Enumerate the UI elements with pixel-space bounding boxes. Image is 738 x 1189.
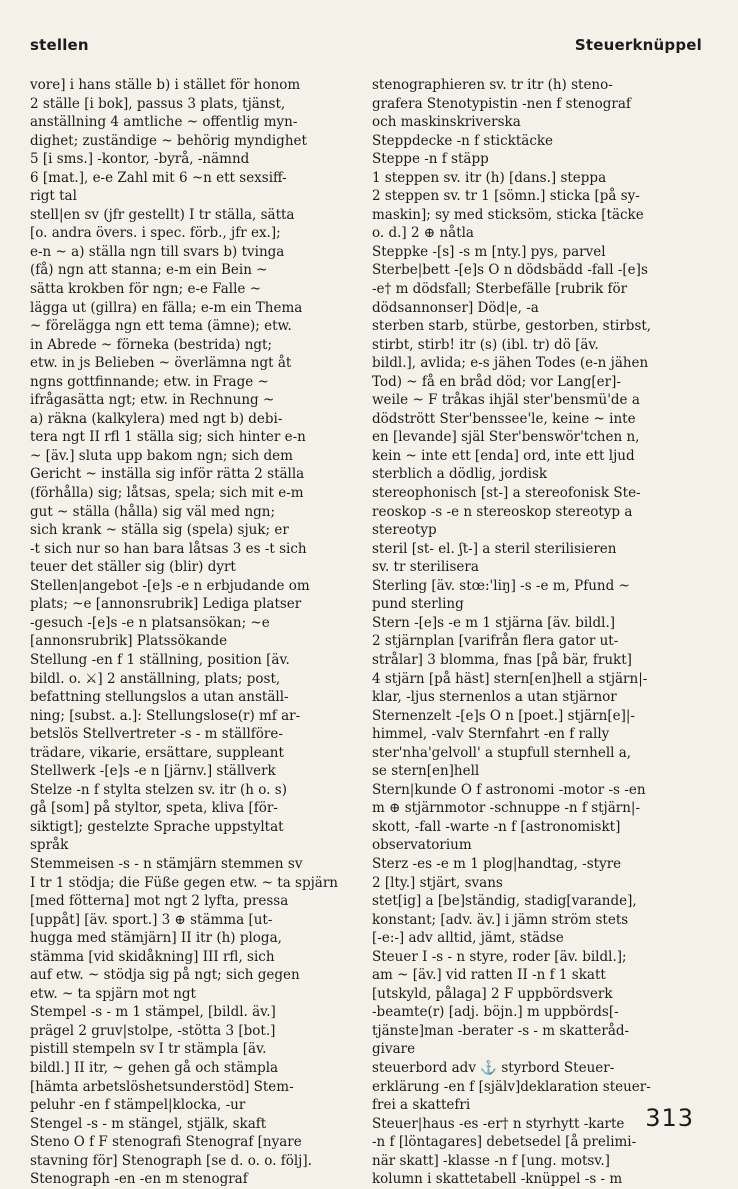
dictionary-line: frei a skattefri <box>372 1097 471 1114</box>
dictionary-line: stavning för] Stenograph [se d. o. o. följ]. <box>30 1152 312 1169</box>
right-column <box>372 76 702 1189</box>
dictionary-line: o. d.] 2 ⊕ nåtla <box>372 225 474 242</box>
dictionary-line: 5 [i sms.] -kontor, -byrå, -nämnd <box>30 151 250 168</box>
dictionary-line: (få) ngn att stanna; e-m ein Bein ~ <box>30 262 268 279</box>
dictionary-line: maskin]; sy med sticksöm, sticka [täcke <box>372 206 644 223</box>
dictionary-line: Gericht ~ inställa sig inför rätta 2 ställa <box>30 466 305 483</box>
dictionary-line: gå [som] på styltor, speta, kliva [för- <box>30 800 278 817</box>
dictionary-line: sterblich a dödlig, jordisk <box>372 466 548 483</box>
dictionary-line: steril [st- el. ʃt-] a steril sterilisieren <box>372 540 617 557</box>
dictionary-line: bildl. o. ⚔] 2 anställning, plats; post, <box>30 670 281 687</box>
dictionary-line: kein ~ inte ett [enda] ord, inte ett ljud <box>372 447 635 464</box>
dictionary-line: sv. tr sterilisera <box>372 559 479 576</box>
dictionary-line: erklärung -en f [själv]deklaration steuer- <box>372 1078 651 1095</box>
dictionary-line: Stern -[e]s -e m 1 stjärna [äv. bildl.] <box>372 614 616 631</box>
dictionary-line: -n f [löntagares] debetsedel [å prelimi- <box>372 1134 637 1151</box>
dictionary-line: Stelze -n f stylta stelzen sv. itr (h o. s) <box>30 781 287 798</box>
dictionary-line: dödsannonser] Död|e, -a <box>372 299 539 316</box>
dictionary-line: tjänste]man -berater -s - m skatteråd- <box>372 1022 630 1039</box>
dictionary-line: himmel, -valv Sternfahrt -en f rally <box>372 726 610 743</box>
dictionary-line: auf etw. ~ stödja sig på ngt; sich gegen <box>30 967 300 984</box>
dictionary-line: Steppe -n f stäpp <box>372 151 489 168</box>
dictionary-line: befattning stellungslos a utan anställ- <box>30 689 289 706</box>
dictionary-line: hugga med stämjärn] II itr (h) ploga, <box>30 930 282 947</box>
dictionary-line: Stenograph -en -en m stenograf <box>30 1171 248 1188</box>
dictionary-line: siktigt]; gestelzte Sprache uppstyltat <box>30 818 284 835</box>
dictionary-line: I tr 1 stödja; die Füße gegen etw. ~ ta spjärn <box>30 874 338 891</box>
dictionary-line: Stempel -s - m 1 stämpel, [bildl. äv.] <box>30 1004 276 1021</box>
dictionary-line: ning; [subst. a.]: Stellungslose(r) mf ar- <box>30 707 301 724</box>
dictionary-line: bildl.] II itr, ~ gehen gå och stämpla <box>30 1059 279 1076</box>
dictionary-line: dödstrött Ster'benssee'le, keine ~ inte <box>372 410 636 427</box>
dictionary-line: -beamte(r) [adj. böjn.] m uppbörds[- <box>372 1004 619 1021</box>
dictionary-line: [hämta arbetslöshetsunderstöd] Stem- <box>30 1078 294 1095</box>
dictionary-line: Sterbe|bett -[e]s O n dödsbädd -fall -[e]s <box>372 262 648 279</box>
dictionary-line: -e† m dödsfall; Sterbefälle [rubrik för <box>372 281 628 298</box>
dictionary-line: stell|en sv (jfr gestellt) I tr ställa, sätta <box>30 206 295 223</box>
dictionary-line: Tod) ~ få en bråd död; vor Lang[er]- <box>372 373 621 390</box>
dictionary-line: Steno O f F stenografi Stenograf [nyare <box>30 1134 302 1151</box>
dictionary-line: -gesuch -[e]s -e n platsansökan; ~e <box>30 614 270 631</box>
dictionary-line: a) räkna (kalkylera) med ngt b) debi- <box>30 410 283 427</box>
dictionary-line: prägel 2 gruv|stolpe, -stötta 3 [bot.] <box>30 1022 276 1039</box>
dictionary-line: sich krank ~ ställa sig (spela) sjuk; er <box>30 522 289 539</box>
dictionary-line: weile ~ F tråkas ihjäl ster'bensmü'de a <box>372 392 640 409</box>
dictionary-line: pistill stempeln sv I tr stämpla [äv. <box>30 1041 267 1058</box>
dictionary-line: ifrågasätta ngt; etw. in Rechnung ~ <box>30 392 275 409</box>
dictionary-line: [med fötterna] mot ngt 2 lyfta, pressa <box>30 893 289 910</box>
dictionary-line: konstant; [adv. äv.] i jämn ström stets <box>372 911 629 928</box>
dictionary-line: [uppåt] [äv. sport.] 3 ⊕ stämma [ut- <box>30 911 273 928</box>
dictionary-line: 2 ställe [i bok], passus 3 plats, tjänst, <box>30 95 286 112</box>
dictionary-line: [annonsrubrik] Platssökande <box>30 633 228 650</box>
dictionary-line: Stellen|angebot -[e]s -e n erbjudande om <box>30 577 310 594</box>
dictionary-line: stirbt, stirb! itr (s) (ibl. tr) dö [äv. <box>372 336 599 353</box>
dictionary-line: am ~ [äv.] vid ratten II -n f 1 skatt <box>372 967 606 984</box>
dictionary-line: ster'nha'gelvoll' a stupfull sternhell a, <box>372 744 632 761</box>
dictionary-line: peluhr -en f stämpel|klocka, -ur <box>30 1097 246 1114</box>
dictionary-line: observatorium <box>372 837 472 854</box>
running-head-last-word: Steuerknüppel <box>574 36 702 54</box>
dictionary-line: stet[ig] a [be]ständig, stadig[varande], <box>372 893 637 910</box>
dictionary-line: -t sich nur so han bara låtsas 3 es -t sich <box>30 540 307 557</box>
dictionary-line: stereophonisch [st-] a stereofonisk Ste- <box>372 485 641 502</box>
dictionary-line: [-e:-] adv alltid, jämt, städse <box>372 930 564 947</box>
dictionary-line: gut ~ ställa (hålla) sig väl med ngn; <box>30 503 276 520</box>
dictionary-line: 6 [mat.], e-e Zahl mit 6 ~n ett sexsiff- <box>30 169 287 186</box>
dictionary-line: givare <box>372 1041 416 1058</box>
dictionary-line: Steppdecke -n f sticktäcke <box>372 132 554 149</box>
running-head-first-word: stellen <box>30 36 89 54</box>
dictionary-line: Sterling [äv. stœ:'liŋ] -s -e m, Pfund ~ <box>372 577 630 594</box>
dictionary-line: trädare, vikarie, ersättare, suppleant <box>30 744 284 761</box>
dictionary-line: anställning 4 amtliche ~ offentlig myn- <box>30 114 298 131</box>
dictionary-line: [utskyld, pålaga] 2 F uppbördsverk <box>372 985 613 1002</box>
dictionary-line: ~ [äv.] sluta upp bakom ngn; sich dem <box>30 447 293 464</box>
dictionary-line: strålar] 3 blomma, fnas [på bär, frukt] <box>372 651 632 668</box>
dictionary-line: språk <box>30 837 69 854</box>
dictionary-line: grafera Stenotypistin -nen f stenograf <box>372 95 631 112</box>
dictionary-line: in Abrede ~ förneka (bestrida) ngt; <box>30 336 273 353</box>
dictionary-line: etw. in js Belieben ~ överlämna ngt åt <box>30 355 292 372</box>
dictionary-line: [o. andra övers. i spec. förb., jfr ex.]; <box>30 225 281 242</box>
dictionary-line: (förhålla) sig; låtsas, spela; sich mit e-m <box>30 485 304 502</box>
dictionary-line: e-n ~ a) ställa ngn till svars b) tvinga <box>30 243 285 260</box>
dictionary-line: plats; ~e [annonsrubrik] Lediga platser <box>30 596 302 613</box>
dictionary-line: Stern|kunde O f astronomi -motor -s -en <box>372 781 646 798</box>
dictionary-line: dighet; zuständige ~ behörig myndighet <box>30 132 307 149</box>
dictionary-line: Steuer|haus -es -er† n styrhytt -karte <box>372 1115 625 1132</box>
dictionary-line: reoskop -s -e n stereoskop stereotyp a <box>372 503 633 520</box>
dictionary-line: 2 stjärnplan [varifrån flera gator ut- <box>372 633 619 650</box>
left-column <box>30 76 354 1189</box>
dictionary-line: 4 stjärn [på häst] stern[en]hell a stjärn|- <box>372 670 648 687</box>
dictionary-line: ~ förelägga ngn ett tema (ämne); etw. <box>30 318 292 335</box>
dictionary-line: stereotyp <box>372 522 437 539</box>
dictionary-line: stenographieren sv. tr itr (h) steno- <box>372 77 613 93</box>
dictionary-line: se stern[en]hell <box>372 763 480 780</box>
dictionary-line: Sternenzelt -[e]s O n [poet.] stjärn[e]|- <box>372 707 635 724</box>
dictionary-line: Steppke -[s] -s m [nty.] pys, parvel <box>372 243 606 260</box>
dictionary-line: sterben starb, stürbe, gestorben, stirbst, <box>372 318 652 335</box>
dictionary-line: sätta krokben för ngn; e-e Falle ~ <box>30 281 262 298</box>
dictionary-line: tera ngt II rfl 1 ställa sig; sich hinter e-n <box>30 429 306 446</box>
dictionary-line: kolumn i skattetabell -knüppel -s - m <box>372 1171 623 1188</box>
dictionary-line: 1 steppen sv. itr (h) [dans.] steppa <box>372 169 607 186</box>
dictionary-line: lägga ut (gillra) en fälla; e-m ein Thema <box>30 299 303 316</box>
dictionary-line: steuerbord adv ⚓ styrbord Steuer- <box>372 1059 615 1076</box>
dictionary-line: m ⊕ stjärnmotor -schnuppe -n f stjärn|- <box>372 800 641 817</box>
dictionary-line: stämma [vid skidåkning] III rfl, sich <box>30 948 275 965</box>
dictionary-line: ngns gottfinnande; etw. in Frage ~ <box>30 373 269 390</box>
dictionary-line: Stellwerk -[e]s -e n [järnv.] ställverk <box>30 763 276 780</box>
dictionary-line: Stellung -en f 1 ställning, position [äv. <box>30 651 290 668</box>
dictionary-line: betslös Stellvertreter -s - m ställföre- <box>30 726 283 743</box>
dictionary-line: etw. ~ ta spjärn mot ngt <box>30 985 196 1002</box>
dictionary-line: 2 [lty.] stjärt, svans <box>372 874 503 891</box>
dictionary-line: 2 steppen sv. tr 1 [sömn.] sticka [på sy- <box>372 188 640 205</box>
dictionary-line: klar, -ljus sternenlos a utan stjärnor <box>372 689 617 706</box>
dictionary-line: teuer det ställer sig (blir) dyrt <box>30 559 236 576</box>
dictionary-line: rigt tal <box>30 188 77 205</box>
dictionary-line: skott, -fall -warte -n f [astronomiskt] <box>372 818 621 835</box>
dictionary-line: och maskinskriverska <box>372 114 521 131</box>
dictionary-line: Steuer I -s - n styre, roder [äv. bildl.]; <box>372 948 627 965</box>
dictionary-line: bildl.], avlida; e-s jähen Todes (e-n jähen <box>372 355 649 372</box>
dictionary-line: en [levande] själ Ster'benswör'tchen n, <box>372 429 640 446</box>
dictionary-line: pund sterling <box>372 596 464 613</box>
dictionary-line: Stengel -s - m stängel, stjälk, skaft <box>30 1115 267 1132</box>
dictionary-line: vore] i hans ställe b) i stället för honom <box>30 77 301 93</box>
dictionary-line: Stemmeisen -s - n stämjärn stemmen sv <box>30 855 303 872</box>
page-number: 313 <box>645 1104 694 1132</box>
dictionary-line: när skatt] -klasse -n f [ung. motsv.] <box>372 1152 610 1169</box>
dictionary-line: Sterz -es -e m 1 plog|handtag, -styre <box>372 855 622 872</box>
